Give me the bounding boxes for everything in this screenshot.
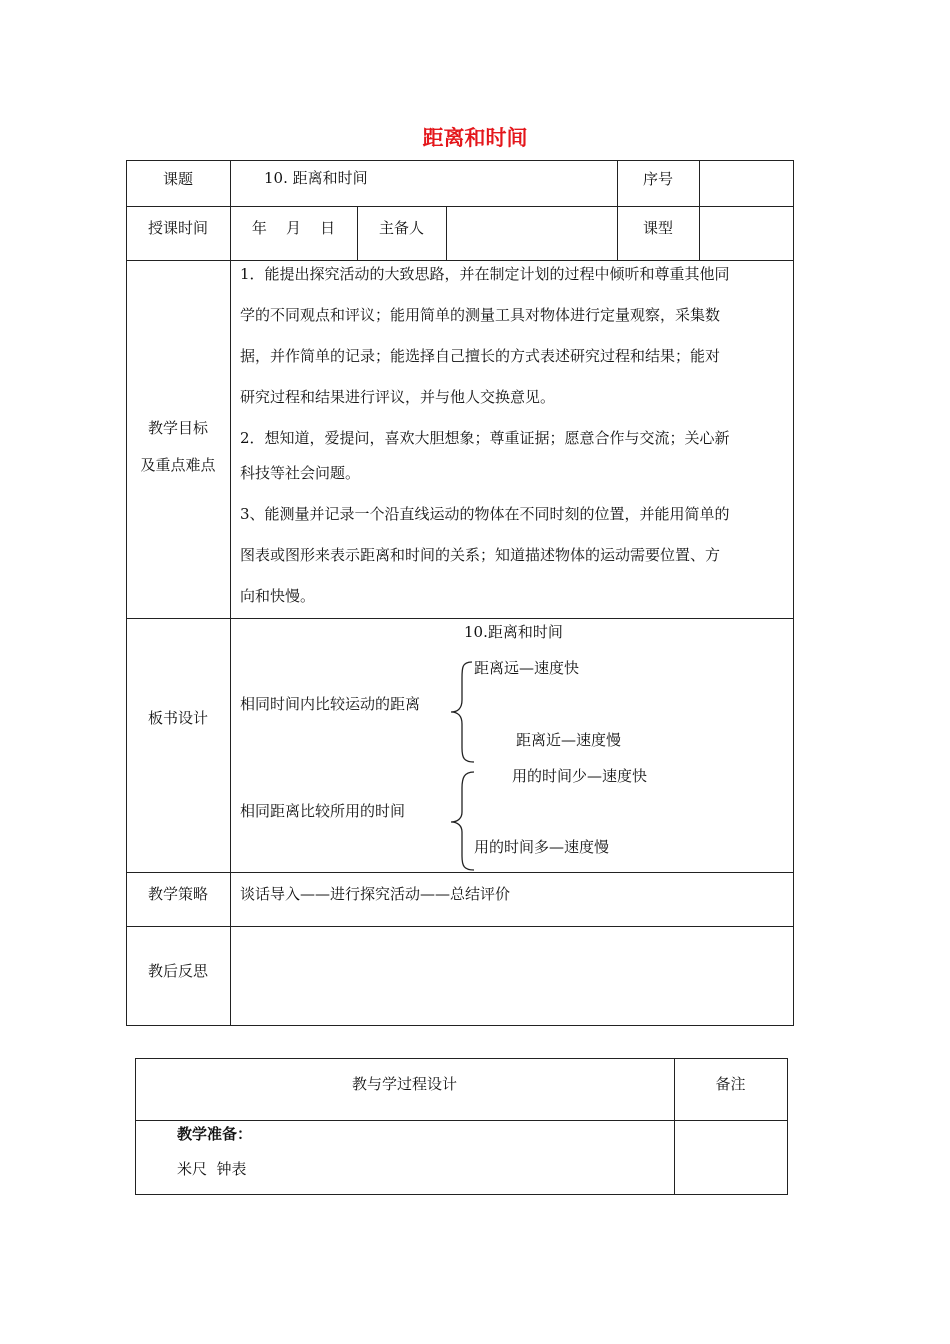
page-title: 距离和时间: [422, 126, 528, 150]
objectives-text: [240, 254, 786, 617]
board-group1-label: 相同时间内比较运动的距离: [240, 695, 421, 713]
board-group1-brace: [448, 660, 478, 764]
board-group1-item2: 距离近—速度慢: [516, 731, 622, 749]
notes-header: 备注: [715, 1075, 746, 1093]
objectives-label-line2: 及重点难点: [140, 456, 216, 474]
sequence-label: 序号: [642, 170, 673, 188]
process-design-header: 教与学过程设计: [351, 1075, 457, 1093]
board-group1-item1: 距离远—速度快: [474, 659, 580, 677]
objective-line: 2．想知道，爱提问，喜欢大胆想象；尊重证据；愿意合作与交流；关心新: [240, 429, 730, 447]
lesson-type-label: 课型: [642, 219, 673, 237]
board-group2-label: 相同距离比较所用的时间: [240, 802, 406, 820]
preparation-heading: 教学准备：: [177, 1125, 253, 1143]
objective-line: 学的不同观点和评议；能用简单的测量工具对物体进行定量观察，采集数: [240, 306, 721, 324]
objective-line: 据，并作简单的记录；能选择自己擅长的方式表述研究过程和结果；能对: [240, 347, 721, 365]
class-date-parts: 年 月 日: [251, 219, 336, 237]
objective-line: 向和快慢。: [240, 587, 316, 605]
board-group2-item1: 用的时间少—速度快: [512, 767, 648, 785]
objective-line: 1．能提出探究活动的大致思路，并在制定计划的过程中倾听和尊重其他同: [240, 265, 730, 283]
board-design-label: 板书设计: [147, 709, 208, 727]
topic-value: 10. 距离和时间: [264, 169, 368, 187]
board-heading: 10.距离和时间: [464, 623, 563, 641]
objective-line: 图表或图形来表示距离和时间的关系；知道描述物体的运动需要位置、方: [240, 546, 721, 564]
objective-line: 研究过程和结果进行评议，并与他人交换意见。: [240, 388, 556, 406]
reflection-label: 教后反思: [147, 962, 208, 980]
class-time-label: 授课时间: [147, 219, 208, 237]
objective-line: 科技等社会问题。: [240, 464, 361, 482]
board-group2-brace: [448, 770, 478, 872]
preparer-label: 主备人: [378, 219, 424, 237]
strategy-label: 教学策略: [147, 885, 208, 903]
board-group2-item2: 用的时间多—速度慢: [474, 838, 610, 856]
preparation-items: 米尺 钟表: [177, 1160, 247, 1178]
objective-line: 3、能测量并记录一个沿直线运动的物体在不同时刻的位置，并能用简单的: [240, 505, 730, 523]
strategy-value: 谈话导入——进行探究活动——总结评价: [240, 885, 511, 903]
topic-label: 课题: [162, 170, 193, 188]
objectives-label-line1: 教学目标: [147, 419, 208, 437]
